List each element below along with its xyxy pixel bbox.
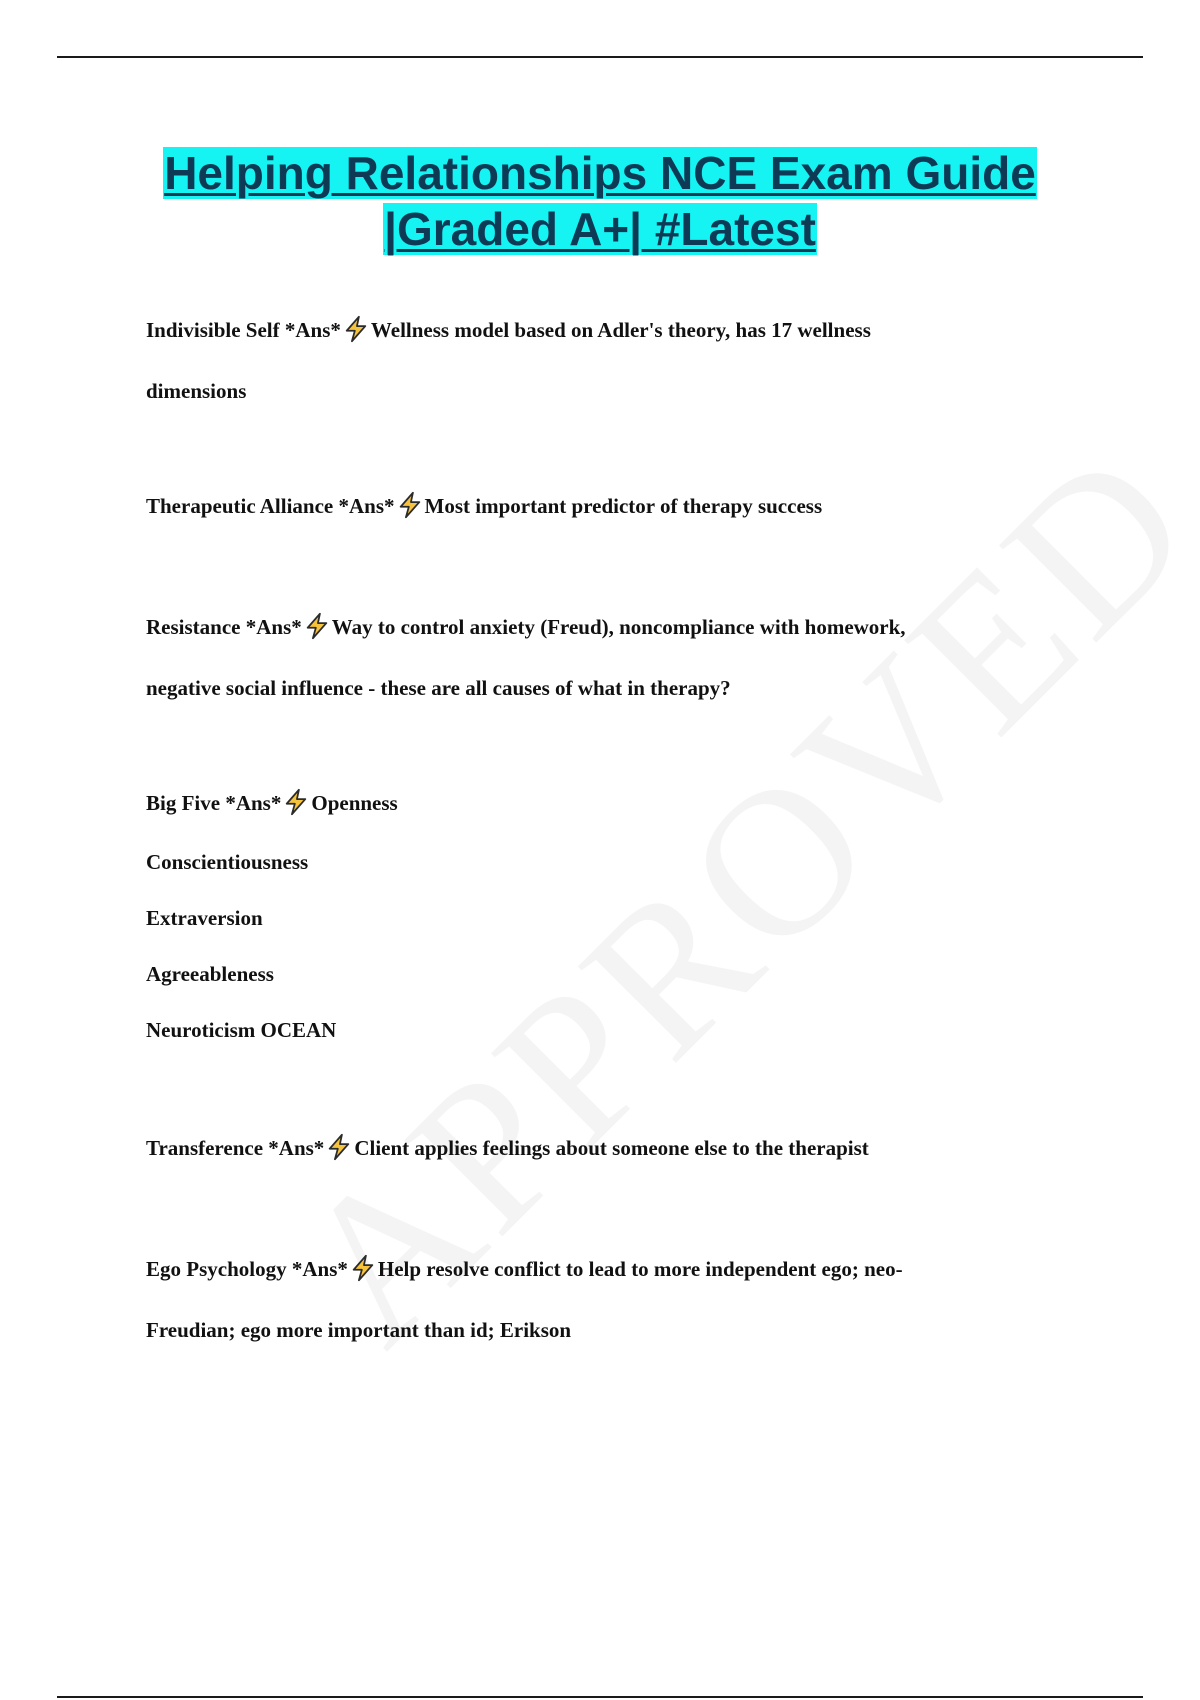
footer-rule xyxy=(57,1696,1143,1698)
qa-first-line xyxy=(146,1118,1046,1179)
qa-first-line xyxy=(146,1239,1046,1300)
qa-item-big-five xyxy=(146,773,1046,1058)
answer-marker: *Ans* xyxy=(225,791,282,815)
qa-term: Transference xyxy=(146,1136,264,1160)
qa-first-line xyxy=(146,476,1046,537)
qa-term: Indivisible Self xyxy=(146,318,280,342)
answer-marker: *Ans* xyxy=(338,494,395,518)
qa-answer-line: Wellness model based on Adler's theory, has 17 wellness xyxy=(370,318,871,342)
qa-term: Big Five xyxy=(146,791,221,815)
lightning-bolt-icon xyxy=(303,612,331,640)
qa-answer-line: Freudian; ego more important than id; Erikson xyxy=(146,1318,572,1342)
answer-marker: *Ans* xyxy=(268,1136,325,1160)
title-line-1: Helping Relationships NCE Exam Guide xyxy=(164,147,1036,199)
lightning-bolt-icon xyxy=(349,1254,377,1282)
qa-answer-line: Agreeableness xyxy=(146,962,274,986)
qa-answer-line: Conscientiousness xyxy=(146,850,309,874)
answer-marker: *Ans* xyxy=(245,615,302,639)
lightning-bolt-icon xyxy=(282,788,310,816)
lightning-bolt-icon xyxy=(325,1133,353,1161)
qa-first-line xyxy=(146,300,1046,361)
qa-answer-line: Client applies feelings about someone else to the therapist xyxy=(354,1136,869,1160)
qa-answer-line: dimensions xyxy=(146,379,247,403)
qa-answer-line: Neuroticism OCEAN xyxy=(146,1018,337,1042)
qa-answer-line: Help resolve conflict to lead to more independent ego; neo- xyxy=(377,1257,903,1281)
qa-first-line xyxy=(146,597,1046,658)
qa-answer-line: negative social influence - these are all causes of what in therapy? xyxy=(146,676,731,700)
qa-term: Therapeutic Alliance xyxy=(146,494,334,518)
lightning-bolt-icon xyxy=(342,315,370,343)
qa-item-transference xyxy=(146,1118,1046,1179)
page-title xyxy=(100,145,1100,257)
qa-term: Resistance xyxy=(146,615,241,639)
qa-answer-line: Extraversion xyxy=(146,906,263,930)
qa-item-indivisible-self xyxy=(146,300,1046,422)
qa-item-therapeutic-alliance xyxy=(146,476,1046,537)
qa-answer-line: Way to control anxiety (Freud), noncompliance with homework, xyxy=(331,615,906,639)
lightning-bolt-icon xyxy=(396,491,424,519)
qa-item-ego-psychology xyxy=(146,1239,1046,1361)
qa-answer-line: Most important predictor of therapy success xyxy=(424,494,823,518)
qa-item-resistance xyxy=(146,597,1046,719)
answer-marker: *Ans* xyxy=(284,318,341,342)
qa-answer-line: Openness xyxy=(311,791,398,815)
header-rule xyxy=(57,56,1143,58)
qa-first-line xyxy=(146,773,1046,834)
title-line-2: |Graded A+| #Latest xyxy=(384,203,816,255)
qa-term: Ego Psychology xyxy=(146,1257,287,1281)
answer-marker: *Ans* xyxy=(291,1257,348,1281)
